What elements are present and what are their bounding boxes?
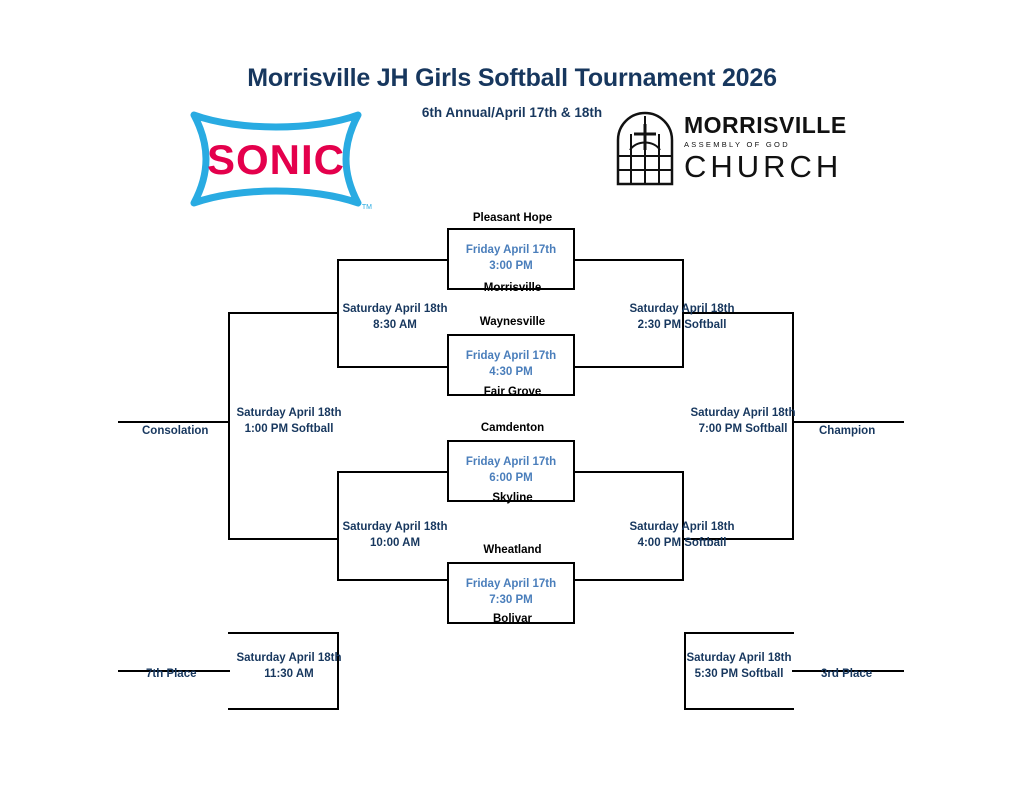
line-g4-to-lower-losers xyxy=(337,579,449,581)
championship-day: Saturday April 18th xyxy=(690,407,796,419)
team-wheatland: Wheatland xyxy=(483,544,542,556)
seventh-place-game[interactable] xyxy=(185,651,393,682)
church-name-line3: CHURCH xyxy=(684,149,843,184)
semifinal-upper-day: Saturday April 18th xyxy=(629,303,735,315)
church-name-line1: MORRISVILLE xyxy=(684,112,847,138)
seventh-place-time: 11:30 AM xyxy=(264,667,314,680)
church-wordmark xyxy=(684,114,889,182)
church-name-line2: ASSEMBLY OF GOD xyxy=(684,140,790,149)
semifinal-upper-game[interactable] xyxy=(572,302,792,333)
consolation-time: 1:00 PM Softball xyxy=(244,422,334,435)
line-g2-to-upper-losers xyxy=(337,366,449,368)
line-g3-to-semi-lower xyxy=(574,471,684,473)
losers-upper-day: Saturday April 18th xyxy=(342,303,448,315)
game-1-box[interactable] xyxy=(447,228,575,290)
third-place-day: Saturday April 18th xyxy=(686,652,792,664)
seventh-place-day: Saturday April 18th xyxy=(236,652,342,664)
semifinal-lower-day: Saturday April 18th xyxy=(629,521,735,533)
game-4-day: Friday April 17th xyxy=(465,578,557,591)
semifinal-upper-time: 2:30 PM Softball xyxy=(637,318,727,331)
label-third-place: 3rd Place xyxy=(821,668,873,680)
team-bolivar: Bolivar xyxy=(493,613,532,625)
line-g1-to-upper-losers xyxy=(337,259,449,261)
line-third-top xyxy=(684,632,794,634)
line-seventh-bottom xyxy=(228,708,339,710)
team-morrisville: Morrisville xyxy=(483,282,542,294)
line-g4-to-semi-lower xyxy=(574,579,684,581)
svg-text:SONIC: SONIC xyxy=(206,136,346,183)
team-skyline: Skyline xyxy=(492,492,533,504)
line-g2-to-semi-upper xyxy=(574,366,684,368)
losers-lower-time: 10:00 AM xyxy=(369,536,421,549)
line-seventh-top xyxy=(228,632,339,634)
sonic-trademark: TM xyxy=(361,204,372,211)
page-title: Morrisville JH Girls Softball Tournament 2026 xyxy=(247,64,777,92)
game-4-time: 7:30 PM xyxy=(489,594,533,606)
sonic-logo xyxy=(178,105,374,213)
label-champion: Champion xyxy=(819,425,876,437)
game-3-day: Friday April 17th xyxy=(465,456,557,469)
game-3-time: 6:00 PM xyxy=(489,472,533,484)
game-2-day: Friday April 17th xyxy=(465,350,557,363)
losers-upper-game[interactable] xyxy=(290,302,500,333)
championship-time: 7:00 PM Softball xyxy=(698,422,788,435)
team-waynesville: Waynesville xyxy=(479,316,546,328)
church-window-icon xyxy=(610,110,680,188)
losers-upper-time: 8:30 AM xyxy=(373,318,417,331)
losers-lower-day: Saturday April 18th xyxy=(342,521,448,533)
game-1-time: 3:00 PM xyxy=(489,260,533,272)
team-pleasant-hope: Pleasant Hope xyxy=(472,212,553,224)
semifinal-lower-time: 4:00 PM Softball xyxy=(637,536,727,549)
team-fair-grove: Fair Grove xyxy=(483,386,542,398)
losers-lower-game[interactable] xyxy=(290,520,500,551)
game-2-time: 4:30 PM xyxy=(489,366,533,378)
third-place-game[interactable] xyxy=(635,651,843,682)
label-seventh-place: 7th Place xyxy=(146,668,197,680)
team-camdenton: Camdenton xyxy=(480,422,545,434)
consolation-game[interactable] xyxy=(184,406,394,437)
label-consolation: Consolation xyxy=(142,425,209,437)
line-g3-to-lower-losers xyxy=(337,471,449,473)
third-place-time: 5:30 PM Softball xyxy=(694,667,784,680)
page-subtitle: 6th Annual/April 17th & 18th xyxy=(421,105,603,120)
game-1-day: Friday April 17th xyxy=(465,244,557,257)
consolation-day: Saturday April 18th xyxy=(236,407,342,419)
championship-game[interactable] xyxy=(638,406,848,437)
line-third-bottom xyxy=(684,708,794,710)
semifinal-lower-game[interactable] xyxy=(572,520,792,551)
morrisville-church-logo xyxy=(610,110,885,190)
line-g1-to-semi-upper xyxy=(574,259,684,261)
sonic-logo-shape xyxy=(178,105,374,213)
